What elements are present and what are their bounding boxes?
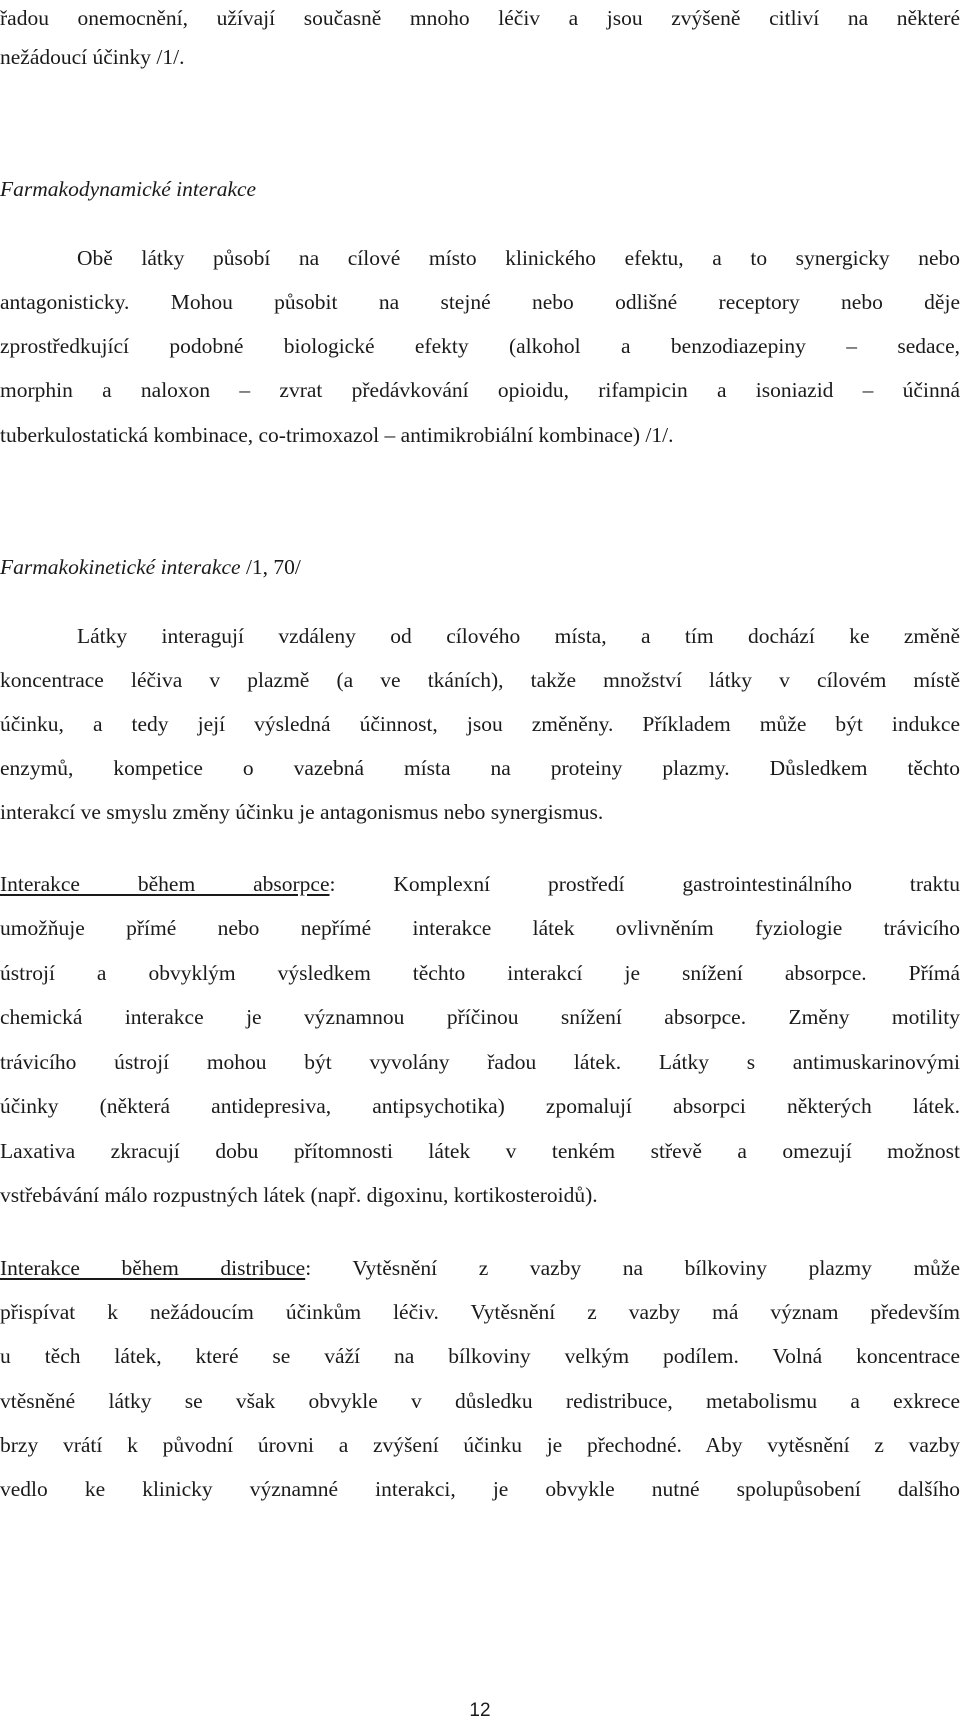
paragraph-line: vstřebávání málo rozpustných látek (např. digoxinu, kortikosteroidů). <box>0 1183 598 1207</box>
paragraph-line: chemická interakce je významnou příčinou snížení absorpce. Změny motility <box>0 1005 960 1029</box>
paragraph-line-absorption-lead <box>0 869 960 899</box>
term-absorption: Interakce během absorpce <box>0 872 330 896</box>
paragraph-line: řadou onemocnění, užívají současně mnoho léčiv a jsou zvýšeně citliví na některé <box>0 6 960 30</box>
paragraph-line: morphin a naloxon – zvrat předávkování opioidu, rifampicin a isoniazid – účinná <box>0 378 960 402</box>
lead-text: : Komplexní prostředí gastrointestinálního traktu <box>329 872 960 896</box>
paragraph-line: brzy vrátí k původní úrovni a zvýšení účinku je přechodné. Aby vytěsnění z vazby <box>0 1433 960 1457</box>
paragraph-line: enzymů, kompetice o vazebná místa na proteiny plazmy. Důsledkem těchto <box>0 756 960 780</box>
section-heading-pharmacokinetic <box>0 552 960 582</box>
section-heading-pharmacodynamic: Farmakodynamické interakce <box>0 177 257 201</box>
paragraph-line-distribution-lead <box>0 1253 960 1283</box>
paragraph-line: nežádoucí účinky /1/. <box>0 45 185 69</box>
paragraph-line: vedlo ke klinicky významné interakci, je obvykle nutné spolupůsobení dalšího <box>0 1477 960 1501</box>
lead-text: : Vytěsnění z vazby na bílkoviny plazmy může <box>305 1256 960 1280</box>
page-number: 12 <box>469 1700 491 1721</box>
paragraph-line: interakcí ve smyslu změny účinku je antagonismus nebo synergismus. <box>0 800 604 824</box>
paragraph-line: trávicího ústrojí mohou být vyvolány řadou látek. Látky s antimuskarinovými <box>0 1050 960 1074</box>
paragraph-line: tuberkulostatická kombinace, co-trimoxazol – antimikrobiální kombinace) /1/. <box>0 423 674 447</box>
paragraph-line: Laxativa zkracují dobu přítomnosti látek v tenkém střevě a omezují možnost <box>0 1139 960 1163</box>
paragraph-line: ústrojí a obvyklým výsledkem těchto interakcí je snížení absorpce. Přímá <box>0 961 960 985</box>
paragraph-line: účinky (některá antidepresiva, antipsychotika) zpomalují absorpci některých látek. <box>0 1094 960 1118</box>
paragraph-line: Látky interagují vzdáleny od cílového místa, a tím dochází ke změně <box>77 624 960 648</box>
heading-text: Farmakokinetické interakce <box>0 555 241 579</box>
paragraph-line: účinku, a tedy její výsledná účinnost, jsou změněny. Příkladem může být indukce <box>0 712 960 736</box>
paragraph-line: antagonisticky. Mohou působit na stejné nebo odlišné receptory nebo děje <box>0 290 960 314</box>
paragraph-line: umožňuje přímé nebo nepřímé interakce látek ovlivněním fyziologie trávicího <box>0 916 960 940</box>
paragraph-line: u těch látek, které se váží na bílkoviny velkým podílem. Volná koncentrace <box>0 1344 960 1368</box>
paragraph-line: koncentrace léčiva v plazmě (a ve tkáních), takže množství látky v cílovém místě <box>0 668 960 692</box>
term-distribution: Interakce během distribuce <box>0 1256 306 1280</box>
heading-reference: /1, 70/ <box>240 555 301 579</box>
paragraph-line: přispívat k nežádoucím účinkům léčiv. Vytěsnění z vazby má význam především <box>0 1300 960 1324</box>
paragraph-line: zprostředkující podobné biologické efekty (alkohol a benzodiazepiny – sedace, <box>0 334 960 358</box>
paragraph-line: Obě látky působí na cílové místo klinického efektu, a to synergicky nebo <box>77 246 960 270</box>
paragraph-line: vtěsněné látky se však obvykle v důsledku redistribuce, metabolismu a exkrece <box>0 1389 960 1413</box>
